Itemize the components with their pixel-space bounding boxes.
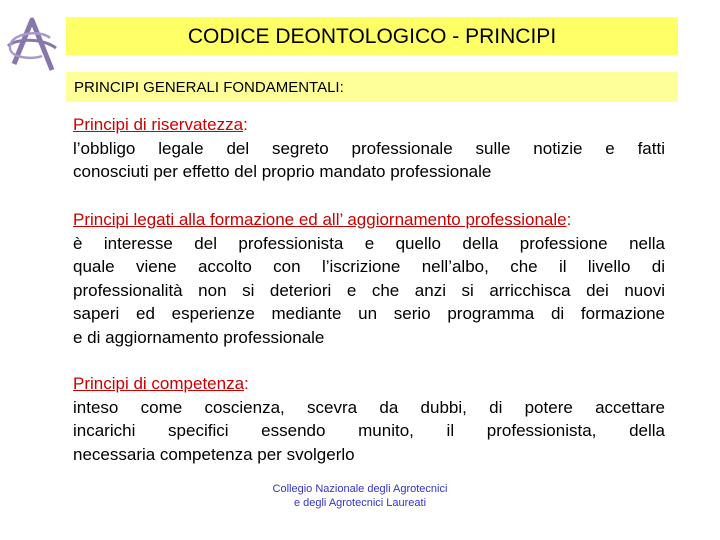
heading-text: Principi di competenza — [73, 374, 245, 393]
section-subtitle — [74, 72, 344, 102]
subtitle-label: PRINCIPI GENERALI FONDAMENTALI — [74, 79, 340, 96]
heading-colon: : — [244, 374, 249, 393]
section-competenza — [73, 372, 665, 466]
body-line: l’obbligo legale del segreto professionale sulle notizie e fatti — [73, 138, 665, 158]
body-line: conosciuti per effetto del proprio mandato professionale — [73, 162, 492, 181]
section-heading — [73, 208, 665, 232]
footer-line: e degli Agrotecnici Laureati — [293, 497, 427, 509]
section-formazione — [73, 208, 665, 349]
heading-colon: : — [566, 210, 572, 229]
heading-colon: : — [243, 115, 248, 134]
heading-text: Principi legati alla formazione ed all’ aggiornamento professionale — [73, 210, 567, 229]
body-line: necessaria competenza per svolgerlo — [73, 444, 355, 464]
subtitle-colon: : — [339, 79, 344, 96]
body-line: saperi ed esperienze mediante un serio programma di formazione — [73, 304, 665, 323]
body-line: professionalità non si deteriori e che anzi si arricchisca dei nuovi — [73, 280, 665, 300]
heading-text: Principi di riservatezza — [73, 115, 244, 134]
section-heading — [73, 113, 665, 137]
body-line: e di aggiornamento professionale — [73, 327, 325, 347]
body-line: incarichi specifici essendo munito, il professionista, della — [73, 421, 665, 440]
footer-line: Collegio Nazionale degli Agrotecnici — [272, 483, 448, 495]
footer — [240, 482, 480, 510]
section-heading — [73, 372, 665, 396]
body-line: è interesse del professionista e quello della professione nella — [73, 233, 665, 253]
body-line: quale viene accolto con l’iscrizione nell’albo, che il livello di — [73, 257, 665, 276]
body-line: inteso come coscienza, scevra da dubbi, di potere accettare — [73, 397, 665, 417]
agrotecnici-logo-icon — [2, 16, 62, 74]
page-title: CODICE DEONTOLOGICO - PRINCIPI — [187, 25, 557, 48]
section-riservatezza — [73, 113, 665, 184]
